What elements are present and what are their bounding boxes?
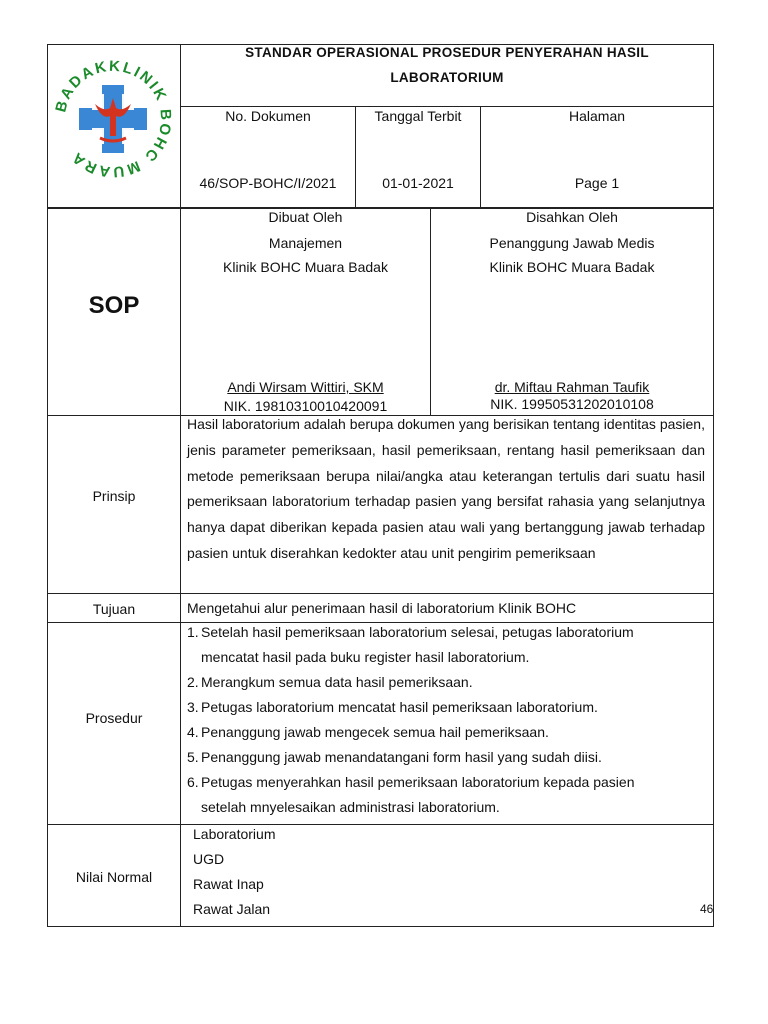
made-by-name: Andi Wirsam Wittiri, SKM <box>227 379 384 395</box>
nilai-normal-list <box>193 822 276 922</box>
nilai-normal-label: Nilai Normal <box>75 869 153 885</box>
step-number: 3. <box>187 699 199 715</box>
approved-by-nik: NIK. 19950531202010108 <box>490 396 654 412</box>
made-by-org: Klinik BOHC Muara Badak <box>223 259 388 275</box>
step-text: Penanggung jawab mengecek semua hail pemeriksaan. <box>201 724 549 740</box>
made-by-role: Manajemen <box>268 235 343 251</box>
row-divider-prosedur <box>47 824 714 825</box>
step-number: 5. <box>187 749 199 765</box>
list-item: Rawat Inap <box>193 876 264 892</box>
step-text: Setelah hasil pemeriksaan laboratorium selesai, petugas laboratorium <box>201 624 634 640</box>
prosedur-step <box>187 745 707 770</box>
tujuan-text: Mengetahui alur penerimaan hasil di laboratorium Klinik BOHC <box>187 600 577 616</box>
approved-by-org: Klinik BOHC Muara Badak <box>489 259 655 275</box>
document-title-line1: STANDAR OPERASIONAL PROSEDUR PENYERAHAN HASIL <box>245 45 649 60</box>
sop-label: SOP <box>88 292 140 319</box>
doc-number-value: 46/SOP-BOHC/I/2021 <box>199 175 337 191</box>
frame-bottom-border <box>47 926 714 927</box>
list-item: Laboratorium <box>193 826 276 842</box>
tujuan-label: Tujuan <box>92 601 136 617</box>
list-item: Rawat Jalan <box>193 901 271 917</box>
issue-date-value: 01-01-2021 <box>382 175 454 191</box>
page-number: 46 <box>700 902 714 916</box>
step-text: Petugas menyerahkan hasil pemeriksaan laboratorium kepada pasien <box>201 774 635 790</box>
frame-right-border <box>713 44 714 927</box>
prinsip-text: Hasil laboratorium adalah berupa dokumen yang berisikan tentang identitas pasien, jenis parameter pemeriksaan, hasil pemeriksaan, rentang hasil pemeriksaan dan metode pemeriksaan berupa nilai/angka atau keterangan tertulis dari suatu hasil pemeriksaan laboratorium terhadap pasien yang bersifat rahasia yang selanjutnya hanya dapat diberikan kepada pasien atau wali yang bertanggung jawab terhadap pasien untuk diserahkan kedokter atau unit pengirim pemeriksaan <box>187 416 705 561</box>
step-number: 4. <box>187 724 199 740</box>
prosedur-step <box>187 670 707 695</box>
step-text-continued: setelah mnyelesaikan administrasi laboratorium. <box>201 799 500 815</box>
doc-number-label: No. Dokumen <box>225 108 311 124</box>
issue-date-label: Tanggal Terbit <box>374 108 462 124</box>
page-value: Page 1 <box>574 175 620 191</box>
prosedur-step <box>187 770 707 795</box>
prosedur-step <box>187 620 707 645</box>
step-number: 2. <box>187 674 199 690</box>
prosedur-label: Prosedur <box>85 710 143 726</box>
step-number: 1. <box>187 624 199 640</box>
list-item: UGD <box>193 851 225 867</box>
page-label: Halaman <box>568 108 626 124</box>
document-title-line2: LABORATORIUM <box>390 70 504 85</box>
made-by-label: Dibuat Oleh <box>268 209 343 225</box>
step-number: 6. <box>187 774 199 790</box>
step-text: Merangkum semua data hasil pemeriksaan. <box>201 674 473 690</box>
clinic-logo <box>52 58 174 180</box>
prosedur-step <box>187 720 707 745</box>
prinsip-label: Prinsip <box>92 488 136 504</box>
row-divider-prinsip <box>47 593 714 594</box>
made-by-nik: NIK. 19810310010420091 <box>223 398 388 414</box>
step-text: Penanggung jawab menandatangani form hasil yang sudah diisi. <box>201 749 602 765</box>
prosedur-steps <box>187 620 707 820</box>
approved-by-label: Disahkan Oleh <box>526 209 618 225</box>
step-text: Petugas laboratorium mencatat hasil pemeriksaan laboratorium. <box>201 699 598 715</box>
prosedur-step <box>187 695 707 720</box>
logo-ring-text: BADAKKLINIK BOHC MUARA <box>52 58 174 180</box>
approved-by-name: dr. Miftau Rahman Taufik <box>494 379 650 395</box>
approved-by-role: Penanggung Jawab Medis <box>489 235 655 251</box>
step-text-continued: mencatat hasil pada buku register hasil laboratorium. <box>201 649 530 665</box>
frame-left-border <box>47 44 48 927</box>
